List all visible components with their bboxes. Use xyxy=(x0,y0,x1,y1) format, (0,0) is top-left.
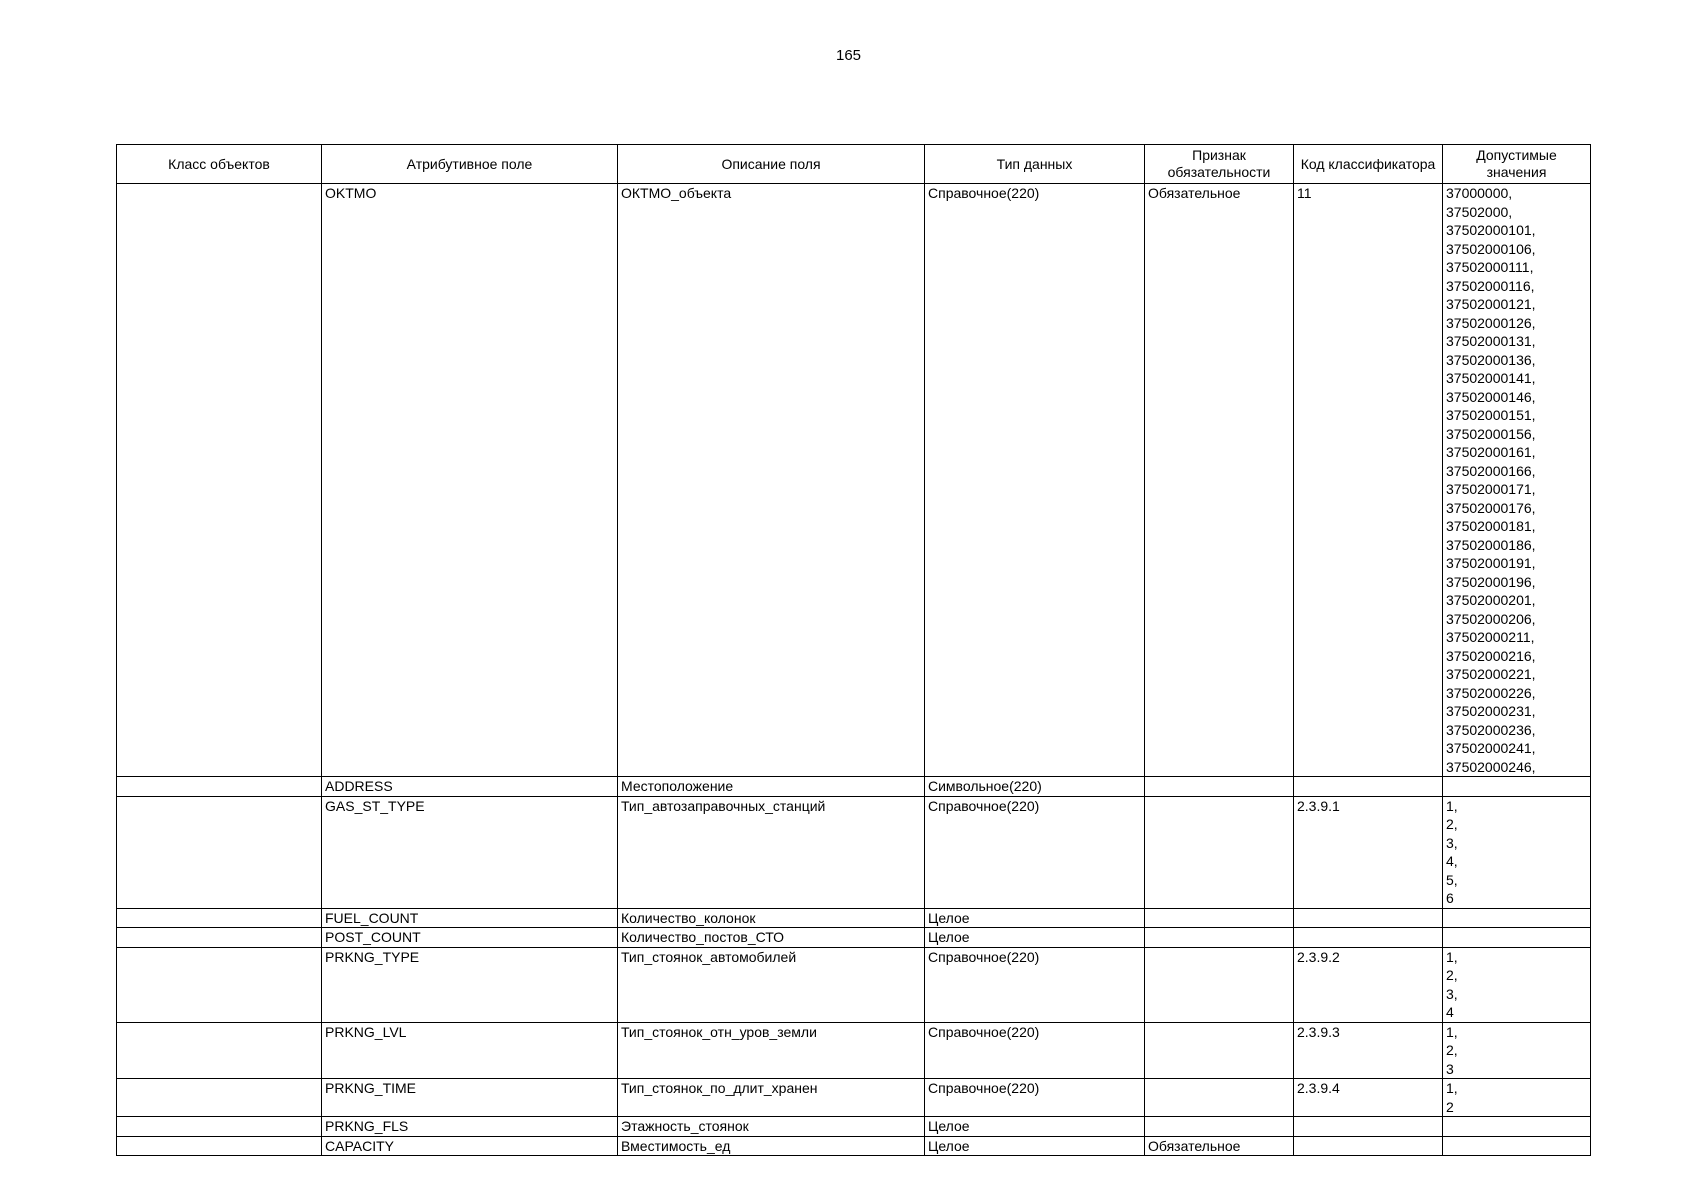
attribute-table xyxy=(116,144,1591,1156)
value-item: 37502000211, xyxy=(1446,629,1535,645)
cell-field: OKTMO xyxy=(322,184,618,777)
cell-type: Справочное(220) xyxy=(925,1022,1145,1079)
table-row xyxy=(117,184,1591,777)
cell-code: 2.3.9.4 xyxy=(1294,1079,1443,1117)
cell-type: Справочное(220) xyxy=(925,1079,1145,1117)
value-item: 37502000151, xyxy=(1446,407,1536,423)
cell-values xyxy=(1443,947,1591,1022)
table-row xyxy=(117,1022,1591,1079)
header-row xyxy=(117,145,1591,184)
value-item: 2, xyxy=(1446,1042,1458,1058)
value-item: 37502000136, xyxy=(1446,351,1536,368)
cell-type: Целое xyxy=(925,908,1145,928)
table-row xyxy=(117,928,1591,948)
table-row xyxy=(117,908,1591,928)
value-item: 37502000216, xyxy=(1446,647,1536,664)
cell-required xyxy=(1145,777,1294,797)
cell-class xyxy=(117,1079,322,1117)
cell-class xyxy=(117,1136,322,1156)
value-item: 37502000161, xyxy=(1446,444,1536,460)
value-item: 3, xyxy=(1446,834,1458,851)
cell-required xyxy=(1145,947,1294,1022)
cell-type: Целое xyxy=(925,1117,1145,1137)
cell-description: Этажность_стоянок xyxy=(618,1117,925,1137)
value-item: 37502000111, xyxy=(1446,259,1534,275)
value-item: 37502000106, xyxy=(1446,240,1536,257)
cell-values xyxy=(1443,1136,1591,1156)
value-item: 3 xyxy=(1446,1060,1454,1077)
cell-field: FUEL_COUNT xyxy=(322,908,618,928)
header-values: Допустимые значения xyxy=(1443,145,1591,184)
table-row xyxy=(117,1079,1591,1117)
value-item: 37502000181, xyxy=(1446,518,1536,534)
cell-required: Обязательное xyxy=(1145,184,1294,777)
cell-field: PRKNG_FLS xyxy=(322,1117,618,1137)
table-body xyxy=(117,184,1591,1156)
cell-code xyxy=(1294,1117,1443,1137)
value-item: 37502000241, xyxy=(1446,740,1536,756)
value-item: 3, xyxy=(1446,985,1458,1002)
cell-code: 2.3.9.2 xyxy=(1294,947,1443,1022)
cell-field: POST_COUNT xyxy=(322,928,618,948)
cell-required xyxy=(1145,1079,1294,1117)
cell-field: PRKNG_TIME xyxy=(322,1079,618,1117)
cell-type: Целое xyxy=(925,1136,1145,1156)
value-item: 37502000191, xyxy=(1446,555,1536,571)
cell-description: Количество_колонок xyxy=(618,908,925,928)
value-item: 37502000146, xyxy=(1446,388,1536,405)
header-code: Код классификатора xyxy=(1294,145,1443,184)
cell-values xyxy=(1443,796,1591,908)
value-item: 2, xyxy=(1446,967,1458,983)
value-item: 37502000176, xyxy=(1446,499,1536,516)
value-item: 37502000231, xyxy=(1446,703,1536,719)
cell-field: ADDRESS xyxy=(322,777,618,797)
cell-values xyxy=(1443,184,1591,777)
cell-type: Символьное(220) xyxy=(925,777,1145,797)
header-field: Атрибутивное поле xyxy=(322,145,618,184)
cell-class xyxy=(117,1117,322,1137)
cell-class xyxy=(117,928,322,948)
cell-type: Справочное(220) xyxy=(925,184,1145,777)
cell-required xyxy=(1145,908,1294,928)
value-item: 37502000116, xyxy=(1446,277,1535,294)
value-item: 2, xyxy=(1446,816,1458,832)
table-row xyxy=(117,1117,1591,1137)
cell-class xyxy=(117,908,322,928)
value-item: 37502000156, xyxy=(1446,425,1536,442)
value-item: 37502000201, xyxy=(1446,592,1536,608)
cell-description: Тип_автозаправочных_станций xyxy=(618,796,925,908)
page-number: 165 xyxy=(835,47,862,64)
cell-code: 2.3.9.3 xyxy=(1294,1022,1443,1079)
value-item: 37502000246, xyxy=(1446,758,1536,775)
cell-description: ОКТМО_объекта xyxy=(618,184,925,777)
cell-values xyxy=(1443,928,1591,948)
cell-field: CAPACITY xyxy=(322,1136,618,1156)
cell-class xyxy=(117,947,322,1022)
header-description: Описание поля xyxy=(618,145,925,184)
cell-required xyxy=(1145,1117,1294,1137)
cell-code: 2.3.9.1 xyxy=(1294,796,1443,908)
cell-code: 11 xyxy=(1294,184,1443,777)
cell-description: Тип_стоянок_по_длит_хранен xyxy=(618,1079,925,1117)
cell-required xyxy=(1145,1022,1294,1079)
cell-values xyxy=(1443,777,1591,797)
cell-type: Целое xyxy=(925,928,1145,948)
header-required: Признак обязательности xyxy=(1145,145,1294,184)
table-row xyxy=(117,777,1591,797)
value-item: 2 xyxy=(1446,1098,1454,1115)
value-item: 37502000171, xyxy=(1446,481,1536,497)
value-item: 37502000121, xyxy=(1446,296,1536,312)
cell-code xyxy=(1294,928,1443,948)
value-item: 1, xyxy=(1446,948,1458,965)
cell-required: Обязательное xyxy=(1145,1136,1294,1156)
value-item: 37502000226, xyxy=(1446,684,1536,701)
cell-class xyxy=(117,1022,322,1079)
cell-field: GAS_ST_TYPE xyxy=(322,796,618,908)
value-item: 1, xyxy=(1446,797,1458,814)
value-item: 37502000, xyxy=(1446,203,1513,220)
value-item: 37502000131, xyxy=(1446,333,1536,349)
value-item: 37000000, xyxy=(1446,185,1513,201)
value-item: 37502000221, xyxy=(1446,666,1536,682)
cell-values xyxy=(1443,908,1591,928)
cell-code xyxy=(1294,777,1443,797)
header-type: Тип данных xyxy=(925,145,1145,184)
cell-description: Местоположение xyxy=(618,777,925,797)
cell-required xyxy=(1145,928,1294,948)
value-item: 37502000236, xyxy=(1446,721,1536,738)
cell-field: PRKNG_LVL xyxy=(322,1022,618,1079)
cell-required xyxy=(1145,796,1294,908)
cell-description: Тип_стоянок_автомобилей xyxy=(618,947,925,1022)
value-item: 37502000196, xyxy=(1446,573,1536,590)
cell-description: Вместимость_ед xyxy=(618,1136,925,1156)
value-item: 1, xyxy=(1446,1080,1458,1096)
cell-class xyxy=(117,184,322,777)
cell-values xyxy=(1443,1079,1591,1117)
cell-values xyxy=(1443,1022,1591,1079)
cell-type: Справочное(220) xyxy=(925,947,1145,1022)
value-item: 6 xyxy=(1446,890,1454,906)
value-item: 37502000141, xyxy=(1446,370,1536,386)
cell-code xyxy=(1294,1136,1443,1156)
cell-description: Количество_постов_СТО xyxy=(618,928,925,948)
value-item: 4 xyxy=(1446,1004,1454,1020)
cell-class xyxy=(117,777,322,797)
cell-class xyxy=(117,796,322,908)
value-item: 5, xyxy=(1446,871,1458,888)
cell-type: Справочное(220) xyxy=(925,796,1145,908)
value-item: 37502000166, xyxy=(1446,462,1536,479)
cell-values xyxy=(1443,1117,1591,1137)
table-row xyxy=(117,1136,1591,1156)
cell-description: Тип_стоянок_отн_уров_земли xyxy=(618,1022,925,1079)
value-item: 4, xyxy=(1446,853,1458,869)
value-item: 1, xyxy=(1446,1023,1458,1040)
table-row xyxy=(117,947,1591,1022)
value-item: 37502000186, xyxy=(1446,536,1536,553)
value-item: 37502000101, xyxy=(1446,222,1536,238)
value-item: 37502000206, xyxy=(1446,610,1536,627)
cell-field: PRKNG_TYPE xyxy=(322,947,618,1022)
value-item: 37502000126, xyxy=(1446,314,1536,331)
cell-code xyxy=(1294,908,1443,928)
header-class: Класс объектов xyxy=(117,145,322,184)
table-row xyxy=(117,796,1591,908)
